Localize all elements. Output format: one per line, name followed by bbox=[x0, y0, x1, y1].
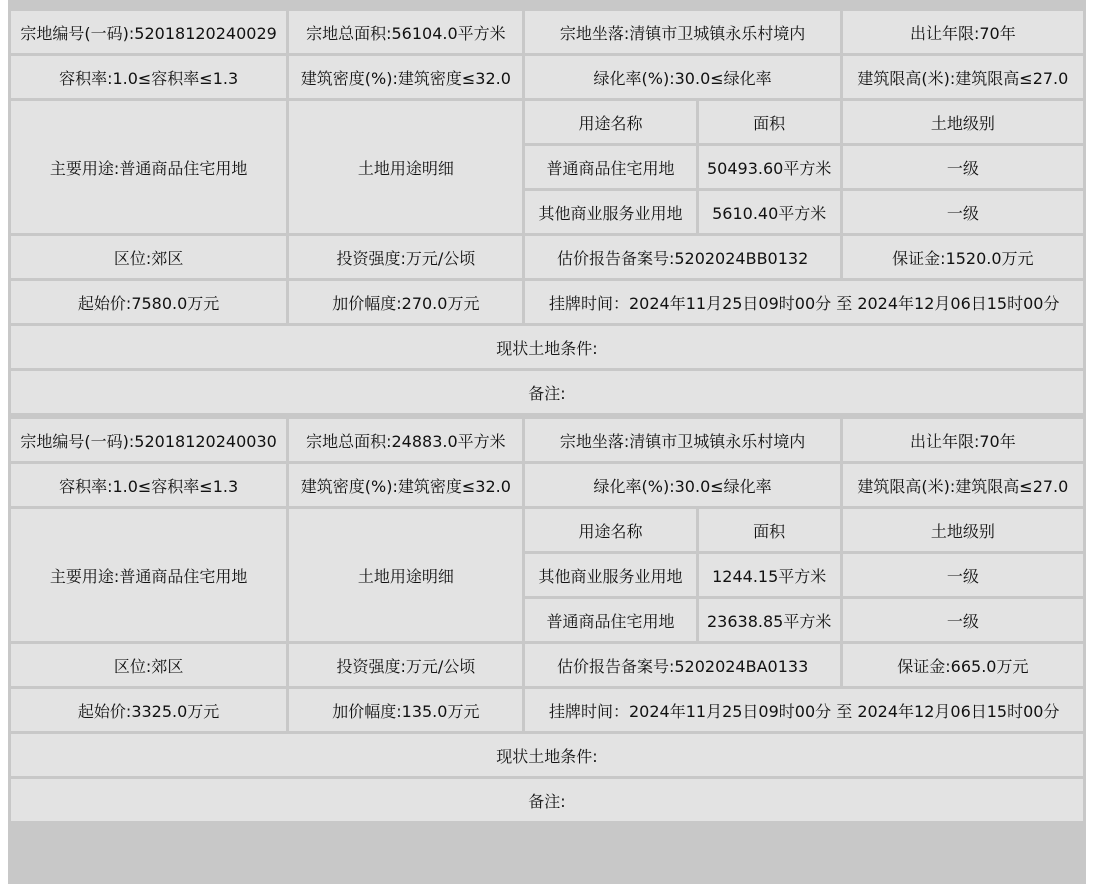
use-header-name: 用途名称 bbox=[525, 101, 695, 143]
parcel-term: 出让年限:70年 bbox=[843, 11, 1083, 53]
bid-increment: 加价幅度:135.0万元 bbox=[289, 689, 522, 731]
investment-intensity: 投资强度:万元/公顷 bbox=[289, 236, 522, 278]
building-density: 建筑密度(%):建筑密度≤32.0 bbox=[289, 56, 522, 98]
start-price: 起始价:3325.0万元 bbox=[11, 689, 286, 731]
use-name: 普通商品住宅用地 bbox=[525, 599, 695, 641]
appraisal-report-no: 估价报告备案号:5202024BB0132 bbox=[525, 236, 839, 278]
zone: 区位:郊区 bbox=[11, 236, 286, 278]
use-header-area: 面积 bbox=[699, 101, 840, 143]
use-level: 一级 bbox=[843, 191, 1083, 233]
deposit: 保证金:1520.0万元 bbox=[843, 236, 1083, 278]
parcel-total-area: 宗地总面积:56104.0平方米 bbox=[289, 11, 522, 53]
use-area: 5610.40平方米 bbox=[699, 191, 840, 233]
floor-area-ratio: 容积率:1.0≤容积率≤1.3 bbox=[11, 464, 286, 506]
zone: 区位:郊区 bbox=[11, 644, 286, 686]
main-use: 主要用途:普通商品住宅用地 bbox=[11, 101, 286, 233]
use-level: 一级 bbox=[843, 146, 1083, 188]
parcel-table-1 bbox=[8, 8, 1086, 416]
parcel-total-area: 宗地总面积:24883.0平方米 bbox=[289, 419, 522, 461]
use-header-area: 面积 bbox=[699, 509, 840, 551]
listing-time: 挂牌时间：2024年11月25日09时00分 至 2024年12月06日15时00分 bbox=[525, 689, 1083, 731]
use-name: 其他商业服务业用地 bbox=[525, 554, 695, 596]
main-use: 主要用途:普通商品住宅用地 bbox=[11, 509, 286, 641]
use-detail-label: 土地用途明细 bbox=[289, 101, 522, 233]
parcel-term: 出让年限:70年 bbox=[843, 419, 1083, 461]
deposit: 保证金:665.0万元 bbox=[843, 644, 1083, 686]
land-condition: 现状土地条件: bbox=[11, 734, 1083, 776]
use-detail-label: 土地用途明细 bbox=[289, 509, 522, 641]
use-header-level: 土地级别 bbox=[843, 509, 1083, 551]
use-name: 普通商品住宅用地 bbox=[525, 146, 695, 188]
use-name: 其他商业服务业用地 bbox=[525, 191, 695, 233]
parcel-location: 宗地坐落:清镇市卫城镇永乐村境内 bbox=[525, 11, 839, 53]
height-limit: 建筑限高(米):建筑限高≤27.0 bbox=[843, 464, 1083, 506]
use-area: 1244.15平方米 bbox=[699, 554, 840, 596]
parcel-table-2 bbox=[8, 416, 1086, 824]
green-rate: 绿化率(%):30.0≤绿化率 bbox=[525, 56, 839, 98]
parcel-id: 宗地编号(一码):52018120240029 bbox=[11, 11, 286, 53]
building-density: 建筑密度(%):建筑密度≤32.0 bbox=[289, 464, 522, 506]
bid-increment: 加价幅度:270.0万元 bbox=[289, 281, 522, 323]
investment-intensity: 投资强度:万元/公顷 bbox=[289, 644, 522, 686]
use-area: 23638.85平方米 bbox=[699, 599, 840, 641]
parcel-listing bbox=[8, 0, 1086, 884]
land-condition: 现状土地条件: bbox=[11, 326, 1083, 368]
floor-area-ratio: 容积率:1.0≤容积率≤1.3 bbox=[11, 56, 286, 98]
height-limit: 建筑限高(米):建筑限高≤27.0 bbox=[843, 56, 1083, 98]
use-header-name: 用途名称 bbox=[525, 509, 695, 551]
parcel-id: 宗地编号(一码):52018120240030 bbox=[11, 419, 286, 461]
use-level: 一级 bbox=[843, 554, 1083, 596]
remark: 备注: bbox=[11, 371, 1083, 413]
green-rate: 绿化率(%):30.0≤绿化率 bbox=[525, 464, 839, 506]
remark: 备注: bbox=[11, 779, 1083, 821]
listing-time: 挂牌时间：2024年11月25日09时00分 至 2024年12月06日15时00分 bbox=[525, 281, 1083, 323]
parcel-location: 宗地坐落:清镇市卫城镇永乐村境内 bbox=[525, 419, 839, 461]
use-area: 50493.60平方米 bbox=[699, 146, 840, 188]
use-level: 一级 bbox=[843, 599, 1083, 641]
start-price: 起始价:7580.0万元 bbox=[11, 281, 286, 323]
use-header-level: 土地级别 bbox=[843, 101, 1083, 143]
appraisal-report-no: 估价报告备案号:5202024BA0133 bbox=[525, 644, 839, 686]
